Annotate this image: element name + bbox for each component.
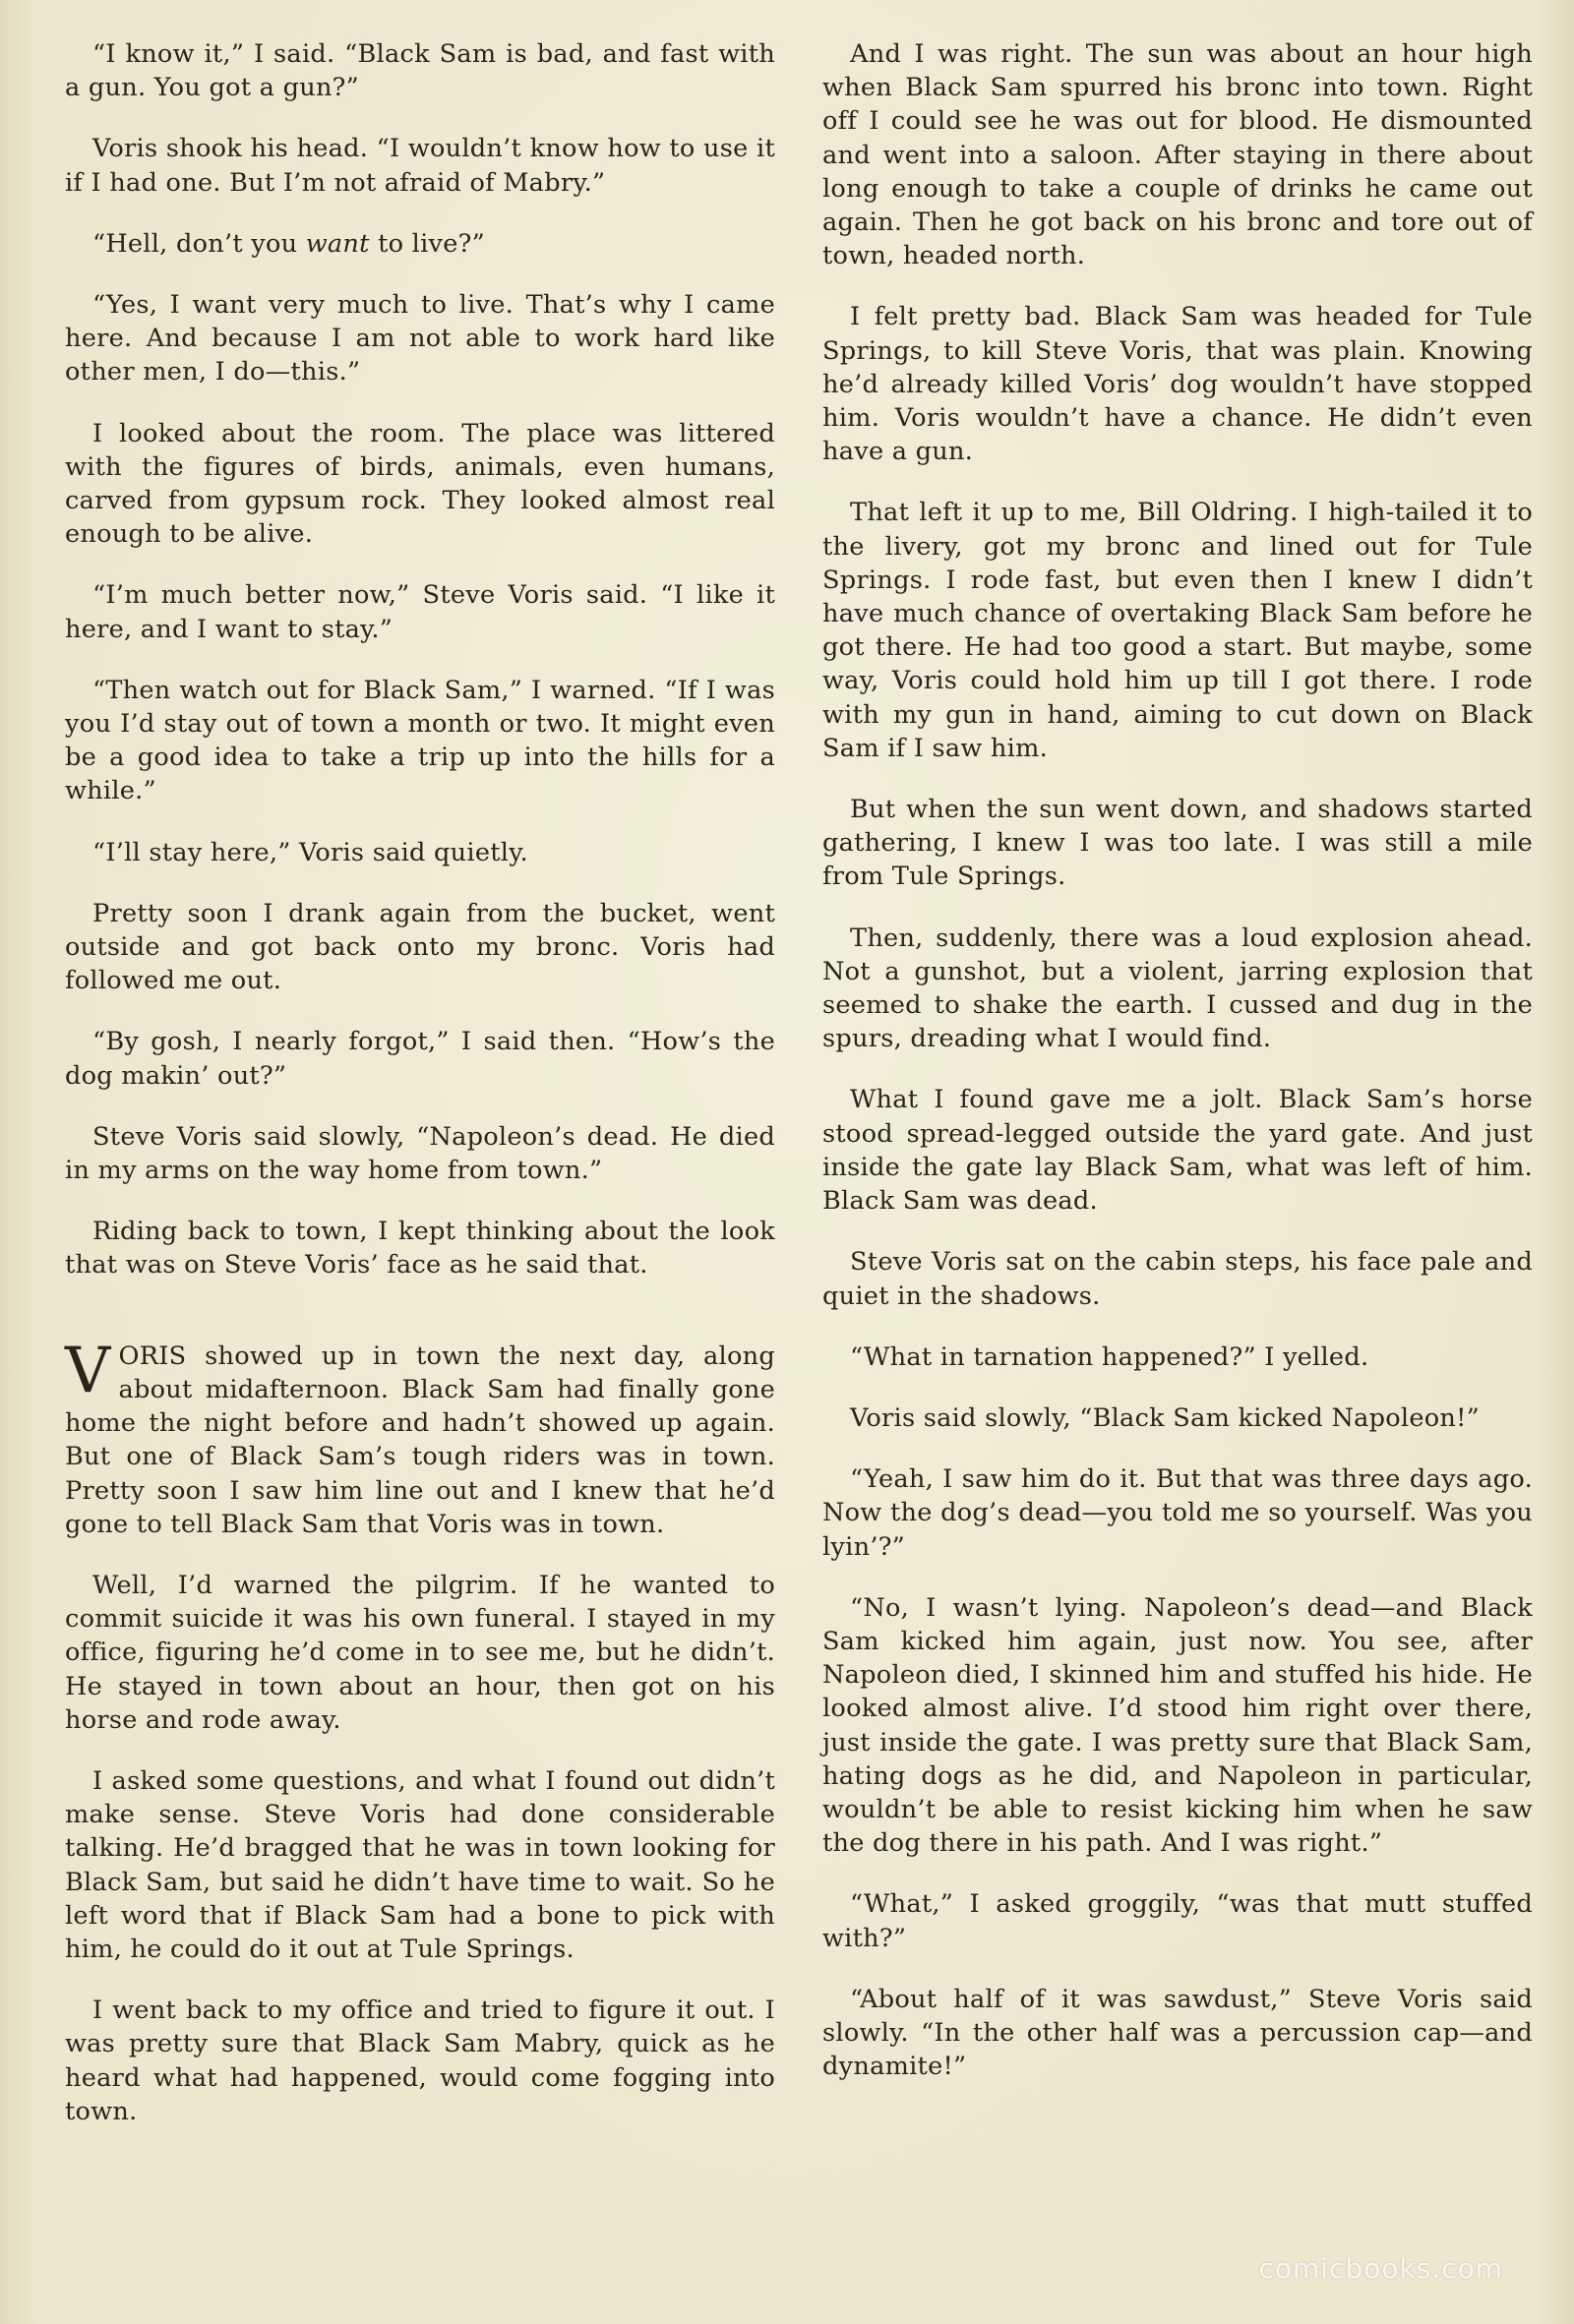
paragraph-text: to live?”: [369, 228, 485, 259]
paragraph: I went back to my office and tried to figure it out. I was pretty sure that Black Sam Mabry, quick as he heard what had happened, would come fogging into town.: [65, 1996, 775, 2126]
paragraph: But when the sun went down, and shadows started gathering, I knew I was too late. I was still a mile from Tule Springs.: [822, 795, 1533, 892]
paragraph: “I’ll stay here,” Voris said quietly.: [92, 837, 528, 867]
paragraph: I looked about the room. The place was littered with the figures of birds, animals, even humans, carved from gypsum rock. They looked almost real enough to be alive.: [65, 418, 775, 550]
watermark: comicbooks.com: [1258, 2252, 1503, 2285]
paragraph: “I’m much better now,” Steve Voris said. “I like it here, and I want to stay.”: [65, 580, 775, 644]
paragraph: “Then watch out for Black Sam,” I warned. “If I was you I’d stay out of town a month or two. It might even be a good idea to take a trip up into the hills for a while.”: [65, 675, 775, 806]
paragraph: What I found gave me a jolt. Black Sam’s horse stood spread-legged outside the yard gate. And just inside the gate lay Black Sam, what was left of him. Black Sam was dead.: [822, 1085, 1533, 1217]
paragraph: Steve Voris sat on the cabin steps, his face pale and quiet in the shadows.: [822, 1247, 1533, 1311]
paragraph: Riding back to town, I kept thinking about the look that was on Steve Voris’ face as he said that.: [65, 1217, 775, 1281]
right-column: [822, 37, 1533, 2111]
paragraph: Voris shook his head. “I wouldn’t know how to use it if I had one. But I’m not afraid of Mabry.”: [65, 134, 775, 198]
paragraph-text: ORIS showed up in town the next day, along about midafternoon. Black Sam had finally gone home the night before and hadn’t showed up again. But one of Black Sam’s tough riders was in town. Pretty soon I saw him line out and I knew that he’d gone to tell Black Sam that Voris was in town.: [65, 1341, 775, 1539]
paragraph: I asked some questions, and what I found out didn’t make sense. Steve Voris had done considerable talking. He’d bragged that he was in town looking for Black Sam, but said he didn’t have time to wait. So he left word that if Black Sam had a bone to pick with him, he could do it out at Tule Springs.: [65, 1765, 775, 1964]
paragraph: [65, 227, 775, 261]
paragraph: “What in tarnation happened?” I yelled.: [850, 1341, 1369, 1372]
paragraph: Then, suddenly, there was a loud explosion ahead. Not a gunshot, but a violent, jarring explosion that seemed to shake the earth. I cussed and dug in the spurs, dreading what I would find.: [822, 923, 1533, 1054]
left-column: [65, 37, 775, 2156]
drop-cap: V: [65, 1334, 111, 1407]
paragraph: “About half of it was sawdust,” Steve Voris said slowly. “In the other half was a percussion cap—and dynamite!”: [822, 1984, 1533, 2082]
paragraph: That left it up to me, Bill Oldring. I high-tailed it to the livery, got my bronc and lined out for Tule Springs. I rode fast, but even then I knew I didn’t have much chance of overtaking Black Sam before he got there. He had too good a start. But maybe, some way, Voris could hold him up till I got there. I rode with my gun in hand, aiming to cut down on Black Sam if I saw him.: [822, 498, 1533, 763]
paragraph: “What,” I asked groggily, “was that mutt stuffed with?”: [822, 1889, 1533, 1953]
paragraph: Voris said slowly, “Black Sam kicked Napoleon!”: [850, 1402, 1480, 1433]
paragraph: Pretty soon I drank again from the bucket, went outside and got back onto my bronc. Voris had followed me out.: [65, 898, 775, 996]
paragraph: “Yeah, I saw him do it. But that was three days ago. Now the dog’s dead—you told me so yourself. Was you lyin’?”: [822, 1464, 1533, 1562]
paragraph: I felt pretty bad. Black Sam was headed for Tule Springs, to kill Steve Voris, that was plain. Knowing he’d already killed Voris’ dog wouldn’t have stopped him. Voris wouldn’t have a chance. He didn’t even have a gun.: [822, 302, 1533, 467]
paragraph: Steve Voris said slowly, “Napoleon’s dead. He died in my arms on the way home from town.”: [65, 1121, 775, 1186]
paragraph: And I was right. The sun was about an hour high when Black Sam spurred his bronc into town. Right off I could see he was out for blood. He dismounted and went into a saloon. After staying in there about long enough to take a couple of drinks he came out again. Then he got back on his bronc and tore out of town, headed north.: [822, 39, 1533, 271]
paragraph-text: “Hell, don’t you: [92, 228, 306, 259]
paragraph: “No, I wasn’t lying. Napoleon’s dead—and Black Sam kicked him again, just now. You see, after Napoleon died, I skinned him and stuffed his hide. He looked almost alive. I’d stood him right over there, just inside the gate. I was pretty sure that Black Sam, hating dogs as he did, and Napoleon in particular, wouldn’t be able to resist kicking him when he saw the dog there in his path. And I was right.”: [822, 1592, 1533, 1859]
paragraph: “By gosh, I nearly forgot,” I said then. “How’s the dog makin’ out?”: [65, 1027, 775, 1091]
italic-word: want: [305, 228, 370, 259]
paragraph: Well, I’d warned the pilgrim. If he wanted to commit suicide it was his own funeral. I stayed in my office, figuring he’d come in to see me, but he didn’t. He stayed in town about an hour, then got on his horse and rode away.: [65, 1570, 775, 1735]
section-opening-paragraph: [65, 1334, 775, 1541]
paragraph: “I know it,” I said. “Black Sam is bad, and fast with a gun. You got a gun?”: [65, 39, 775, 103]
paragraph: “Yes, I want very much to live. That’s why I came here. And because I am not able to work hard like other men, I do—this.”: [65, 290, 775, 387]
